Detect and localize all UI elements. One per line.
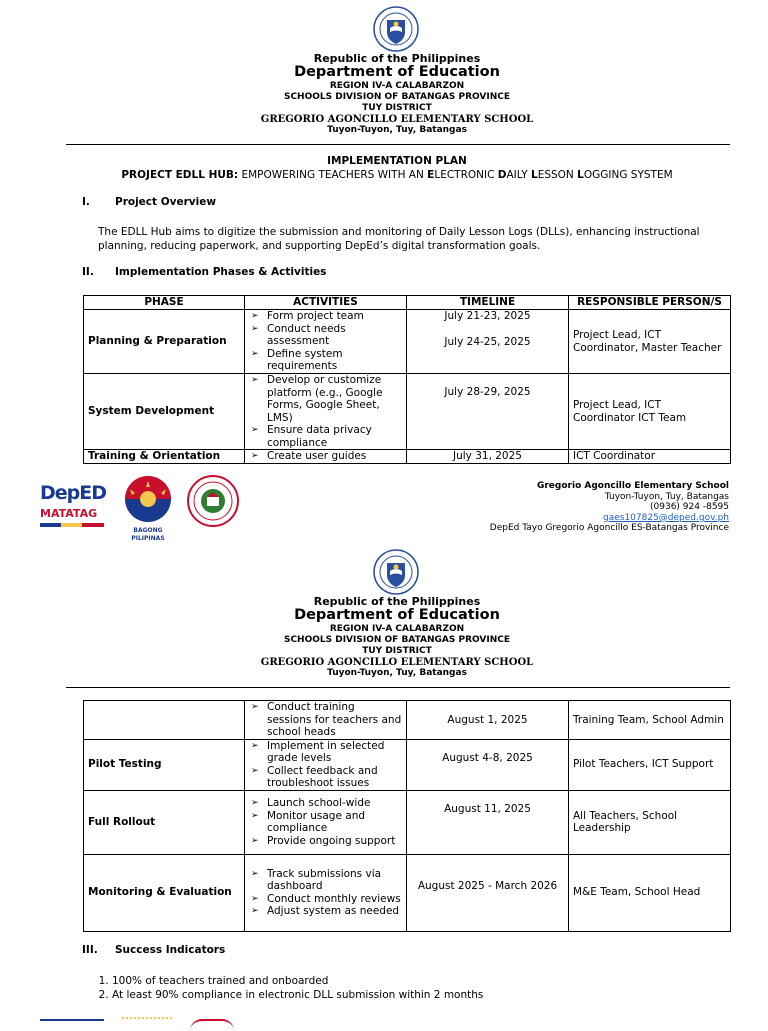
col-header-phase: PHASE xyxy=(84,296,245,310)
col-header-responsible: RESPONSIBLE PERSON/S xyxy=(569,296,731,310)
timeline-cell: July 21-23, 2025 July 24-25, 2025 xyxy=(407,310,569,374)
bagong-pilipinas-logo: BAGONG PILIPINAS xyxy=(116,473,180,535)
bagong-pilipinas-logo-partial xyxy=(122,1017,172,1026)
activities-cell xyxy=(245,739,407,790)
activity-item: ➢ Create user guides xyxy=(249,450,402,463)
activity-item: ➢ Provide ongoing support xyxy=(249,835,402,848)
implementation-table-part-2 xyxy=(83,700,731,932)
department-title: Department of Education xyxy=(294,64,500,80)
section-implementation-phases: II. Implementation Phases & Activities xyxy=(82,266,327,278)
republic-line: Republic of the Philippines xyxy=(313,595,481,608)
list-item: 2. At least 90% compliance in electronic DLL submission within 2 months xyxy=(112,988,483,1002)
deped-seal-icon xyxy=(373,549,419,595)
phase-cell: Full Rollout xyxy=(84,790,245,854)
table-row xyxy=(84,701,731,740)
activities-cell xyxy=(245,701,407,740)
table-row xyxy=(84,854,731,931)
school-line: GREGORIO AGONCILLO ELEMENTARY SCHOOL xyxy=(260,657,534,668)
timeline-cell: August 1, 2025 xyxy=(407,701,569,740)
timeline-cell: August 2025 - March 2026 xyxy=(407,854,569,931)
division-line: SCHOOLS DIVISION OF BATANGAS PROVINCE xyxy=(283,635,511,645)
plan-heading: IMPLEMENTATION PLAN xyxy=(327,155,467,167)
timeline-cell: July 31, 2025 xyxy=(407,450,569,464)
table-row xyxy=(84,790,731,854)
table-row xyxy=(84,450,731,464)
project-title: PROJECT EDLL HUB: EMPOWERING TEACHERS WITH AN ELECTRONIC DAILY LESSON LOGGING SYSTEM xyxy=(121,169,673,181)
timeline-cell: August 11, 2025 xyxy=(407,790,569,854)
activities-cell xyxy=(245,854,407,931)
table-row xyxy=(84,739,731,790)
address-line: Tuyon-Tuyon, Tuy, Batangas xyxy=(327,125,467,135)
phase-cell: Pilot Testing xyxy=(84,739,245,790)
activity-item: ➢ Monitor usage and compliance xyxy=(249,810,402,835)
activity-item: ➢ Define system requirements xyxy=(249,348,402,373)
phase-cell: System Development xyxy=(84,374,245,450)
activity-item: ➢ Conduct monthly reviews xyxy=(249,893,402,906)
school-phone: (0936) 924 -8595 xyxy=(650,502,729,513)
activity-item: ➢ Form project team xyxy=(249,310,402,323)
school-name: Gregorio Agoncillo Elementary School xyxy=(536,481,729,491)
activity-item: ➢ Adjust system as needed xyxy=(249,905,402,918)
timeline-cell: August 4-8, 2025 xyxy=(407,739,569,790)
responsible-cell: ICT Coordinator xyxy=(569,450,731,464)
district-line: TUY DISTRICT xyxy=(362,646,432,656)
success-indicator-list xyxy=(98,974,483,1002)
phase-cell: Monitoring & Evaluation xyxy=(84,854,245,931)
header-divider xyxy=(66,144,730,145)
phase-cell xyxy=(84,701,245,740)
division-line: SCHOOLS DIVISION OF BATANGAS PROVINCE xyxy=(283,92,511,102)
activities-cell xyxy=(245,450,407,464)
deped-seal-icon xyxy=(373,6,419,52)
department-title: Department of Education xyxy=(294,607,500,623)
overview-paragraph: The EDLL Hub aims to digitize the submission and monitoring of Daily Lesson Logs (DLLs), enhancing instructional planning, reducing paperwork, and supporting DepEd’s digital transformation goals. xyxy=(98,226,700,252)
activity-item: ➢ Launch school-wide xyxy=(249,797,402,810)
project-label: PROJECT EDLL HUB: xyxy=(121,169,239,181)
col-header-timeline: TIMELINE xyxy=(407,296,569,310)
activity-item: ➢ Develop or customize platform (e.g., Google Forms, Google Sheet, LMS) xyxy=(249,374,402,424)
activity-item: ➢ Conduct training sessions for teachers and school heads xyxy=(249,701,402,739)
implementation-table-part-1 xyxy=(83,295,731,464)
list-item: 1. 100% of teachers trained and onboarded xyxy=(112,974,483,988)
document-page-2 xyxy=(0,545,768,1024)
activity-item: ➢ Ensure data privacy compliance xyxy=(249,424,402,449)
school-email-link[interactable]: gaes107825@deped.gov.ph xyxy=(602,512,729,523)
deped-logo-partial xyxy=(40,1019,104,1021)
table-header-row xyxy=(84,296,731,310)
activity-item: ➢ Collect feedback and troubleshoot issues xyxy=(249,765,402,790)
region-line: REGION IV-A CALABARZON xyxy=(329,624,465,634)
school-address: Tuyon-Tuyon, Tuy, Batangas xyxy=(604,491,729,502)
col-header-activities: ACTIVITIES xyxy=(245,296,407,310)
table-row xyxy=(84,310,731,374)
phase-cell: Training & Orientation xyxy=(84,450,245,464)
school-seal-icon xyxy=(187,475,239,527)
responsible-cell: Pilot Teachers, ICT Support xyxy=(569,739,731,790)
republic-line: Republic of the Philippines xyxy=(313,52,481,65)
responsible-cell: Training Team, School Admin xyxy=(569,701,731,740)
school-contact-block xyxy=(490,481,729,534)
header-divider xyxy=(66,687,730,688)
timeline-cell: July 28-29, 2025 xyxy=(407,374,569,450)
bagong-pilipinas-icon xyxy=(116,473,180,523)
table-row xyxy=(84,374,731,450)
activities-cell xyxy=(245,310,407,374)
region-line: REGION IV-A CALABARZON xyxy=(329,81,465,91)
activity-item: ➢ Implement in selected grade levels xyxy=(249,740,402,765)
phase-cell: Planning & Preparation xyxy=(84,310,245,374)
responsible-cell: Project Lead, ICT Coordinator, Master Teacher xyxy=(569,310,731,374)
letterhead xyxy=(0,596,768,679)
address-line: Tuyon-Tuyon, Tuy, Batangas xyxy=(327,668,467,678)
responsible-cell: Project Lead, ICT Coordinator ICT Team xyxy=(569,374,731,450)
school-facebook: DepEd Tayo Gregorio Agoncillo ES-Batangas Province xyxy=(489,523,729,534)
deped-matatag-logo: DepED MATATAG xyxy=(40,482,104,534)
section-project-overview: I. Project Overview xyxy=(82,196,217,208)
district-line: TUY DISTRICT xyxy=(362,103,432,113)
responsible-cell: All Teachers, School Leadership xyxy=(569,790,731,854)
responsible-cell: M&E Team, School Head xyxy=(569,854,731,931)
activity-item: ➢ Conduct needs assessment xyxy=(249,323,402,348)
school-line: GREGORIO AGONCILLO ELEMENTARY SCHOOL xyxy=(260,114,534,125)
letterhead xyxy=(0,53,768,136)
activities-cell xyxy=(245,790,407,854)
school-seal-partial xyxy=(190,1019,234,1031)
section-success-indicators: III. Success Indicators xyxy=(82,944,226,956)
activity-item: ➢ Track submissions via dashboard xyxy=(249,868,402,893)
activities-cell xyxy=(245,374,407,450)
